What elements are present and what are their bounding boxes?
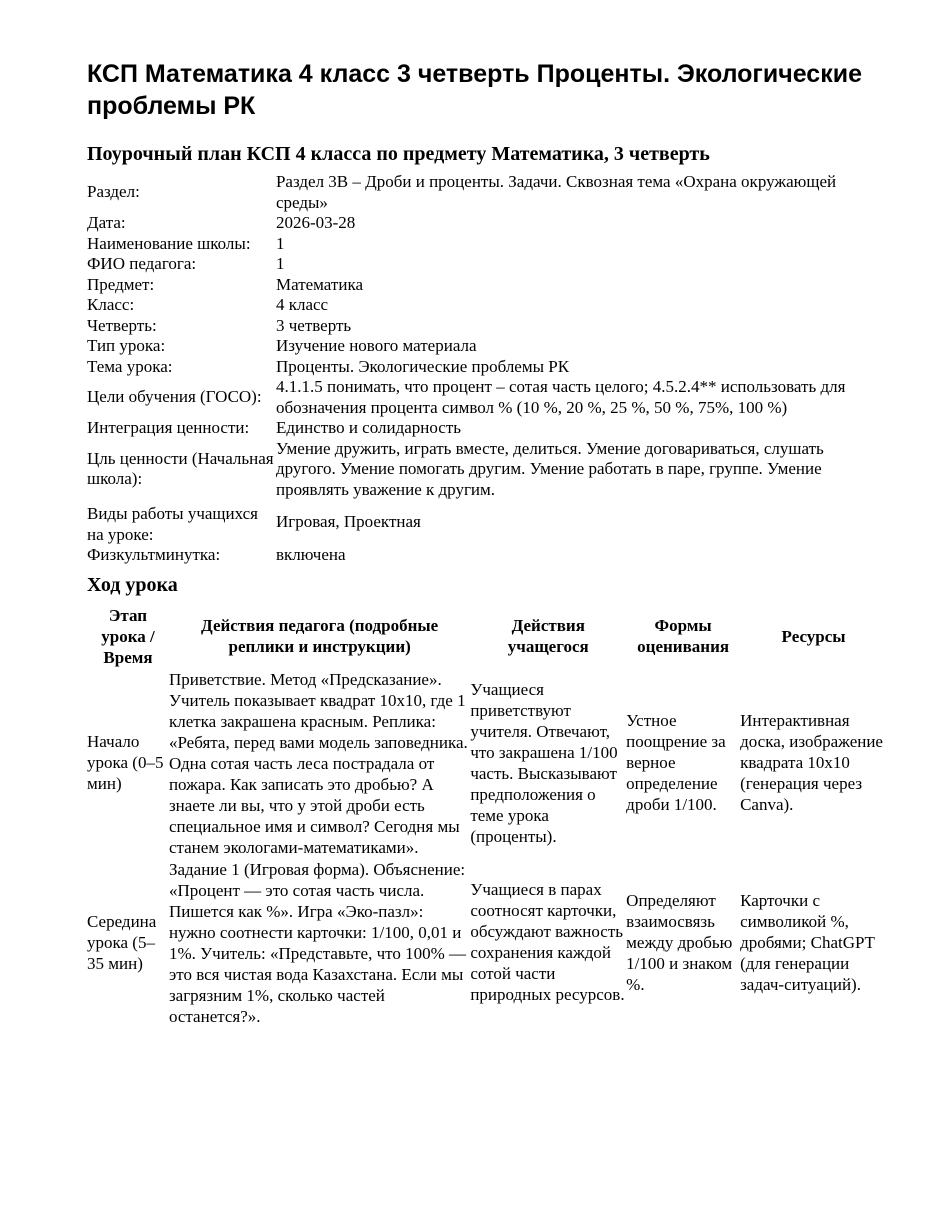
meta-value-date: 2026-03-28	[275, 213, 356, 232]
meta-value-value-integration: Единство и солидарность	[275, 418, 462, 437]
flow-stage: Середина урока (5–35 мин)	[87, 911, 157, 973]
meta-label-subject: Предмет:	[87, 274, 155, 294]
lesson-flow-heading: Ход урока	[87, 573, 178, 596]
flow-teacher-actions: Приветствие. Метод «Предсказание». Учитель показывает квадрат 10х10, где 1 клетка закрашена красным. Реплика: «Ребята, перед вами модель заповедника. Одна сотая часть леса пострадала от пожара. Как записать это дробью? А знаете ли вы, что у этой дроби есть специальное имя и символ? Сегодня мы станем экологами-математиками».	[168, 669, 468, 857]
meta-row	[87, 439, 887, 501]
meta-label-lesson-type: Тип урока:	[87, 336, 166, 355]
flow-header-student: Действия учащегося	[507, 616, 589, 656]
meta-label-school: Наименование школы:	[87, 233, 251, 253]
meta-value-lesson-type: Изучение нового материала	[275, 336, 477, 355]
flow-teacher-actions: Задание 1 (Игровая форма). Объяснение: «Процент — это сотая часть числа. Пишется как %». Игра «Эко-пазл»: нужно соотнести карточки: 1/100, 0,01 и 1%. Учитель: «Представьте, что 100% — это вся чистая вода Казахстана. Если мы загрязним 1%, сколько частей останется?».	[168, 859, 466, 1026]
flow-student-actions: Учащиеся приветствуют учителя. Отвечают, что закрашена 1/100 часть. Высказывают предположения о теме урока (проценты).	[470, 679, 618, 846]
flow-resources: Карточки с символикой %, дробями; ChatGPT (для генерации задач-ситуаций).	[740, 890, 875, 994]
meta-row	[87, 357, 887, 378]
meta-value-subject: Математика	[275, 274, 363, 294]
meta-row	[87, 295, 887, 316]
meta-label-quarter: Четверть:	[87, 315, 157, 335]
flow-stage: Начало урока (0–5 мин)	[87, 732, 164, 793]
meta-label-section: Раздел:	[87, 182, 140, 202]
meta-row	[87, 418, 887, 439]
flow-header-teacher: Действия педагога (подробные реплики и инструкции)	[201, 616, 439, 656]
flow-header-assessment: Формы оценивания	[637, 616, 730, 656]
flow-resources: Интерактивная доска, изображение квадрата 10х10 (генерация через Canva).	[740, 711, 883, 814]
meta-label-topic: Тема урока:	[87, 356, 173, 376]
meta-value-quarter: 3 четверть	[275, 315, 352, 335]
flow-row	[87, 668, 887, 858]
meta-value-goals: 4.1.1.5 понимать, что процент – сотая часть целого; 4.5.2.4** использовать для обозначения процента символ % (10 %, 20 %, 25 %, 50 %, 75%, 100 %)	[275, 377, 846, 417]
meta-label-work-types: Виды работы учащихся на уроке:	[87, 504, 258, 544]
flow-header-row	[87, 605, 887, 668]
page-title: КСП Математика 4 класс 3 четверть Проценты. Экологические проблемы РК	[87, 60, 862, 120]
lesson-flow-table	[87, 605, 887, 1027]
meta-value-teacher: 1	[275, 254, 285, 273]
plan-subtitle: Поурочный план КСП 4 класса по предмету Математика, 3 четверть	[87, 143, 710, 165]
meta-row	[87, 172, 887, 213]
meta-row	[87, 234, 887, 255]
meta-value-grade: 4 класс	[275, 295, 329, 314]
flow-header-stage: Этап урока / Время	[101, 605, 155, 667]
meta-value-section: Раздел 3В – Дроби и проценты. Задачи. Сквозная тема «Охрана окружающей среды»	[275, 172, 837, 212]
meta-label-value-integration: Интеграция ценности:	[87, 418, 250, 437]
meta-row	[87, 213, 887, 234]
flow-student-actions: Учащиеся в парах соотносят карточки, обсуждают важность сохранения каждой сотой части природных ресурсов.	[470, 880, 625, 1004]
meta-value-pe-break: включена	[275, 545, 346, 564]
meta-row	[87, 275, 887, 296]
meta-label-pe-break: Физкультминутка:	[87, 545, 221, 564]
meta-value-work-types: Игровая, Проектная	[275, 512, 421, 532]
flow-assessment: Устное поощрение за верное определение дроби 1/100.	[626, 711, 726, 814]
meta-row	[87, 377, 887, 418]
meta-label-grade: Класс:	[87, 295, 135, 314]
lesson-meta-table	[87, 172, 887, 566]
meta-row	[87, 316, 887, 337]
meta-value-topic: Проценты. Экологические проблемы РК	[275, 356, 570, 376]
flow-assessment: Определяют взаимосвязь между дробью 1/100 и знаком %.	[626, 890, 733, 994]
meta-value-value-goal: Умение дружить, играть вместе, делиться. Умение договариваться, слушать другого. Умение помогать другим. Умение работать в паре, группе. Умение проявлять уважение к другим.	[275, 438, 824, 499]
meta-label-goals: Цели обучения (ГОСО):	[87, 387, 262, 407]
meta-value-school: 1	[275, 233, 285, 253]
meta-row	[87, 336, 887, 357]
meta-row	[87, 545, 887, 566]
meta-row	[87, 254, 887, 275]
flow-header-resources: Ресурсы	[781, 626, 846, 646]
meta-label-value-goal: Цль ценности (Начальная школа):	[87, 448, 274, 489]
meta-label-teacher: ФИО педагога:	[87, 254, 197, 273]
meta-label-date: Дата:	[87, 213, 126, 232]
meta-row	[87, 500, 887, 545]
flow-row	[87, 858, 887, 1027]
